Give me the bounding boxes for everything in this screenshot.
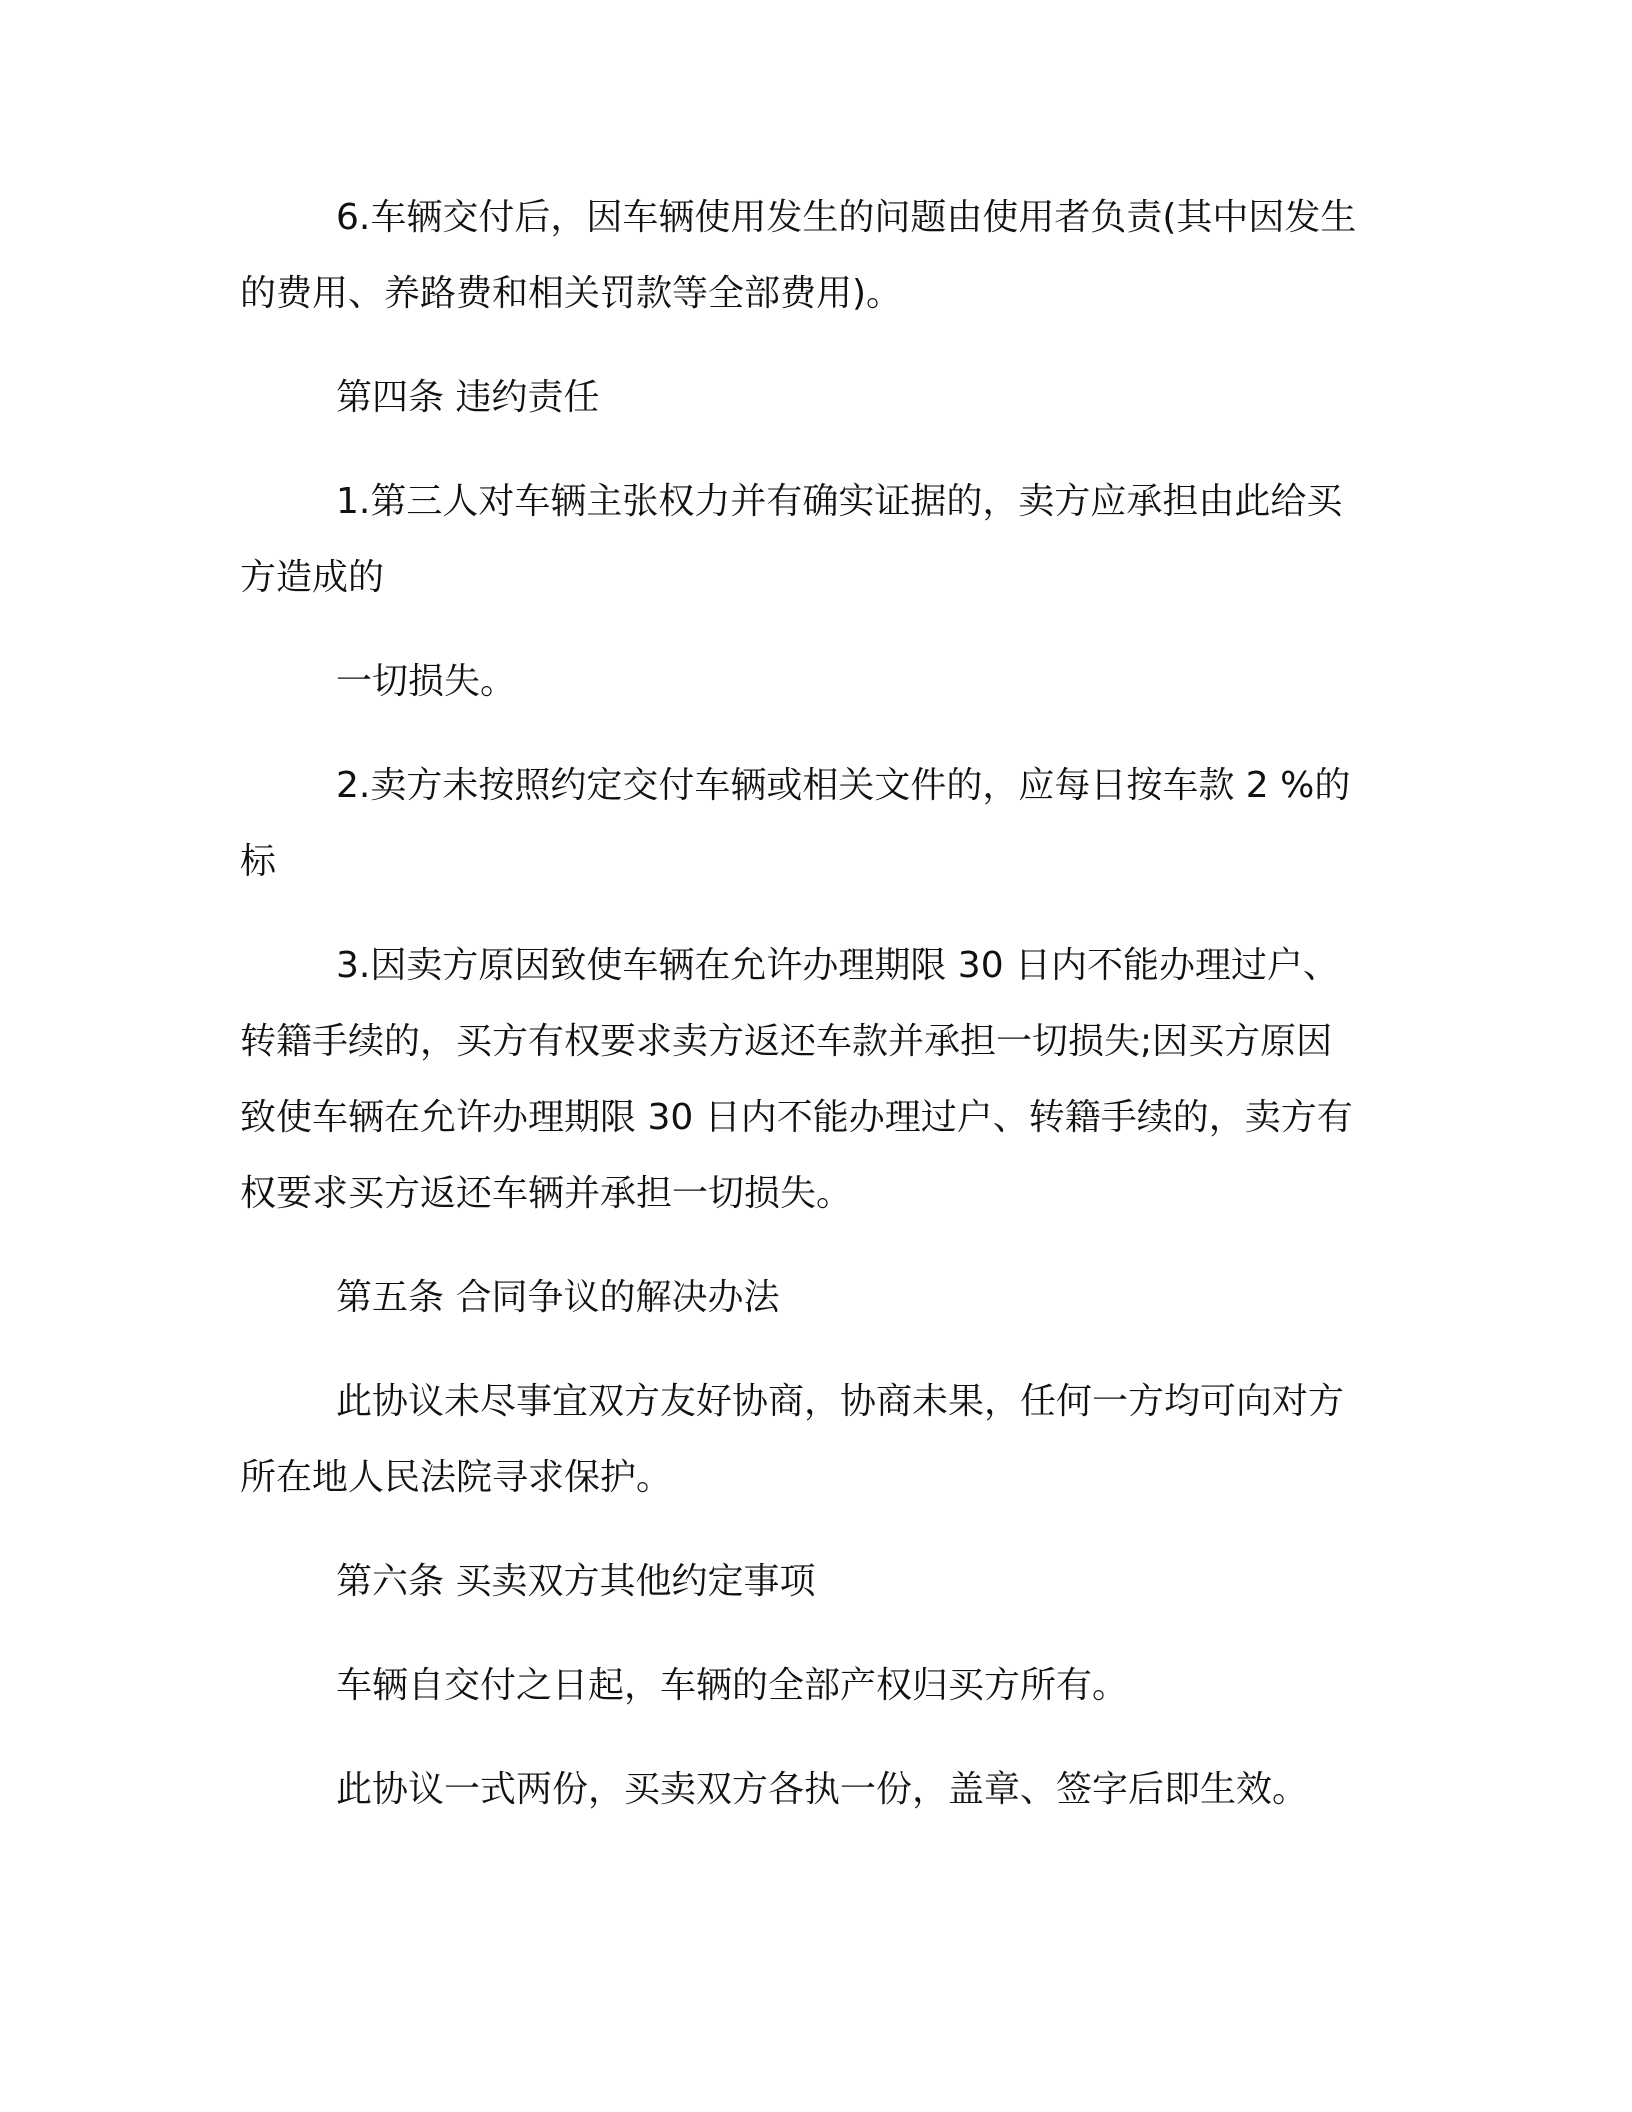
clause-4-heading: 第四条 违约责任 — [336, 377, 600, 418]
clause-3-item-6-line-1: 6.车辆交付后，因车辆使用发生的问题由使用者负责(其中因发生 — [336, 197, 1357, 238]
clause-4-item-1-line-1: 1.第三人对车辆主张权力并有确实证据的，卖方应承担由此给买 — [336, 481, 1343, 522]
clause-4-item-3-line-2: 转籍手续的，买方有权要求卖方返还车款并承担一切损失;因买方原因 — [240, 1021, 1333, 1062]
clause-4-item-2-line-1: 2.卖方未按照约定交付车辆或相关文件的，应每日按车款 2 %的 — [336, 765, 1351, 806]
clause-4-item-3-line-1: 3.因卖方原因致使车辆在允许办理期限 30 日内不能办理过户、 — [336, 945, 1340, 986]
clause-4-item-1-line-2: 方造成的 — [240, 557, 385, 598]
clause-6-body-line-2: 此协议一式两份，买卖双方各执一份，盖章、签字后即生效。 — [336, 1769, 1309, 1810]
clause-4-item-3-line-4: 权要求买方返还车辆并承担一切损失。 — [240, 1173, 853, 1214]
clause-6-body-line-1: 车辆自交付之日起，车辆的全部产权归买方所有。 — [336, 1665, 1129, 1706]
clause-4-item-1-line-3: 一切损失。 — [336, 661, 517, 702]
clause-3-item-6-line-2: 的费用、养路费和相关罚款等全部费用)。 — [240, 273, 903, 314]
clause-5-heading: 第五条 合同争议的解决办法 — [336, 1277, 780, 1318]
clause-6-heading: 第六条 买卖双方其他约定事项 — [336, 1561, 816, 1602]
clause-5-body-line-2: 所在地人民法院寻求保护。 — [240, 1457, 673, 1498]
clause-5-body-line-1: 此协议未尽事宜双方友好协商，协商未果，任何一方均可向对方 — [336, 1381, 1345, 1422]
clause-4-item-2-line-2: 标 — [240, 841, 277, 882]
clause-4-item-3-line-3: 致使车辆在允许办理期限 30 日内不能办理过户、转籍手续的，卖方有 — [240, 1097, 1353, 1138]
